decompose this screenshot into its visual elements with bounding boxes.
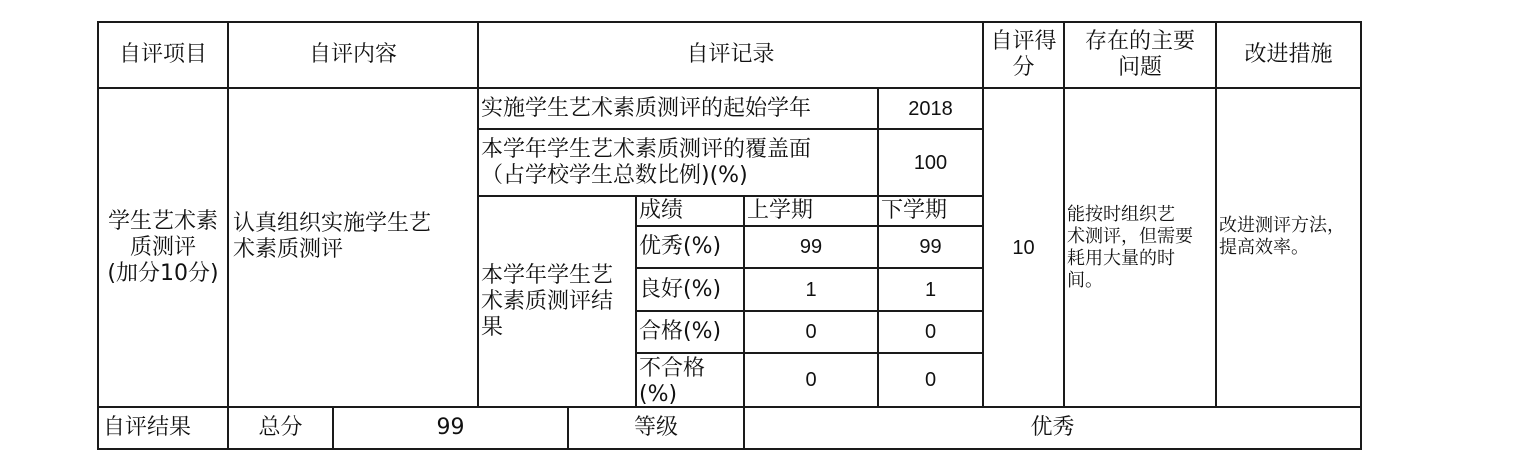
grade-first: 0 [805,369,817,391]
header-measures: 改进措施 [1244,42,1333,67]
grade-second: 1 [924,278,937,301]
start-year-value: 2018 [908,97,953,120]
grades-header-second: 下学期 [881,198,948,223]
table-border-bottom [97,448,1362,450]
start-year-label: 实施学生艺术素质测评的起始学年 [481,95,812,121]
grades-header-first: 上学期 [747,198,814,223]
score-value: 10 [1012,236,1035,259]
grade-second: 99 [919,236,942,258]
grade-value: 优秀 [1030,415,1075,440]
total-label: 总分 [258,415,303,440]
coverage-label: 本学年学生艺术素质测评的覆盖面 （占学校学生总数比例)(%) [481,136,812,188]
grade-second: 0 [924,369,937,391]
coverage-value: 100 [913,151,948,174]
grade-first: 0 [805,321,817,343]
grade-name: 不合格 (%) [639,356,706,406]
grade-name: 优秀(%) [639,234,722,259]
header-item: 自评项目 [118,42,207,67]
header-problems: 存在的主要 问题 [1084,29,1195,80]
item-cell: 学生艺术素 质测评 (加分10分) [107,208,219,286]
result-label: 本学年学生艺 术素质测评结 果 [481,262,614,340]
header-score: 自评得 分 [990,29,1057,80]
grade-second: 0 [924,321,937,343]
grade-name: 良好(%) [639,276,722,302]
grades-header-name: 成绩 [639,198,684,223]
table-border-right [1360,21,1362,450]
grade-first: 1 [805,278,817,301]
total-value: 99 [436,415,465,440]
measures-cell: 改进测评方法， 提高效率。 [1219,214,1345,258]
content-cell: 认真组织实施学生艺 术素质测评 [233,210,432,262]
grade-first: 99 [799,236,823,258]
summary-label: 自评结果 [103,415,192,440]
grade-label: 等级 [633,415,678,440]
header-record: 自评记录 [686,42,775,67]
problems-cell: 能按时组织艺 术测评，但需要 耗用大量的时 间。 [1067,203,1193,291]
header-content: 自评内容 [308,42,397,67]
grade-name: 合格(%) [639,319,722,344]
